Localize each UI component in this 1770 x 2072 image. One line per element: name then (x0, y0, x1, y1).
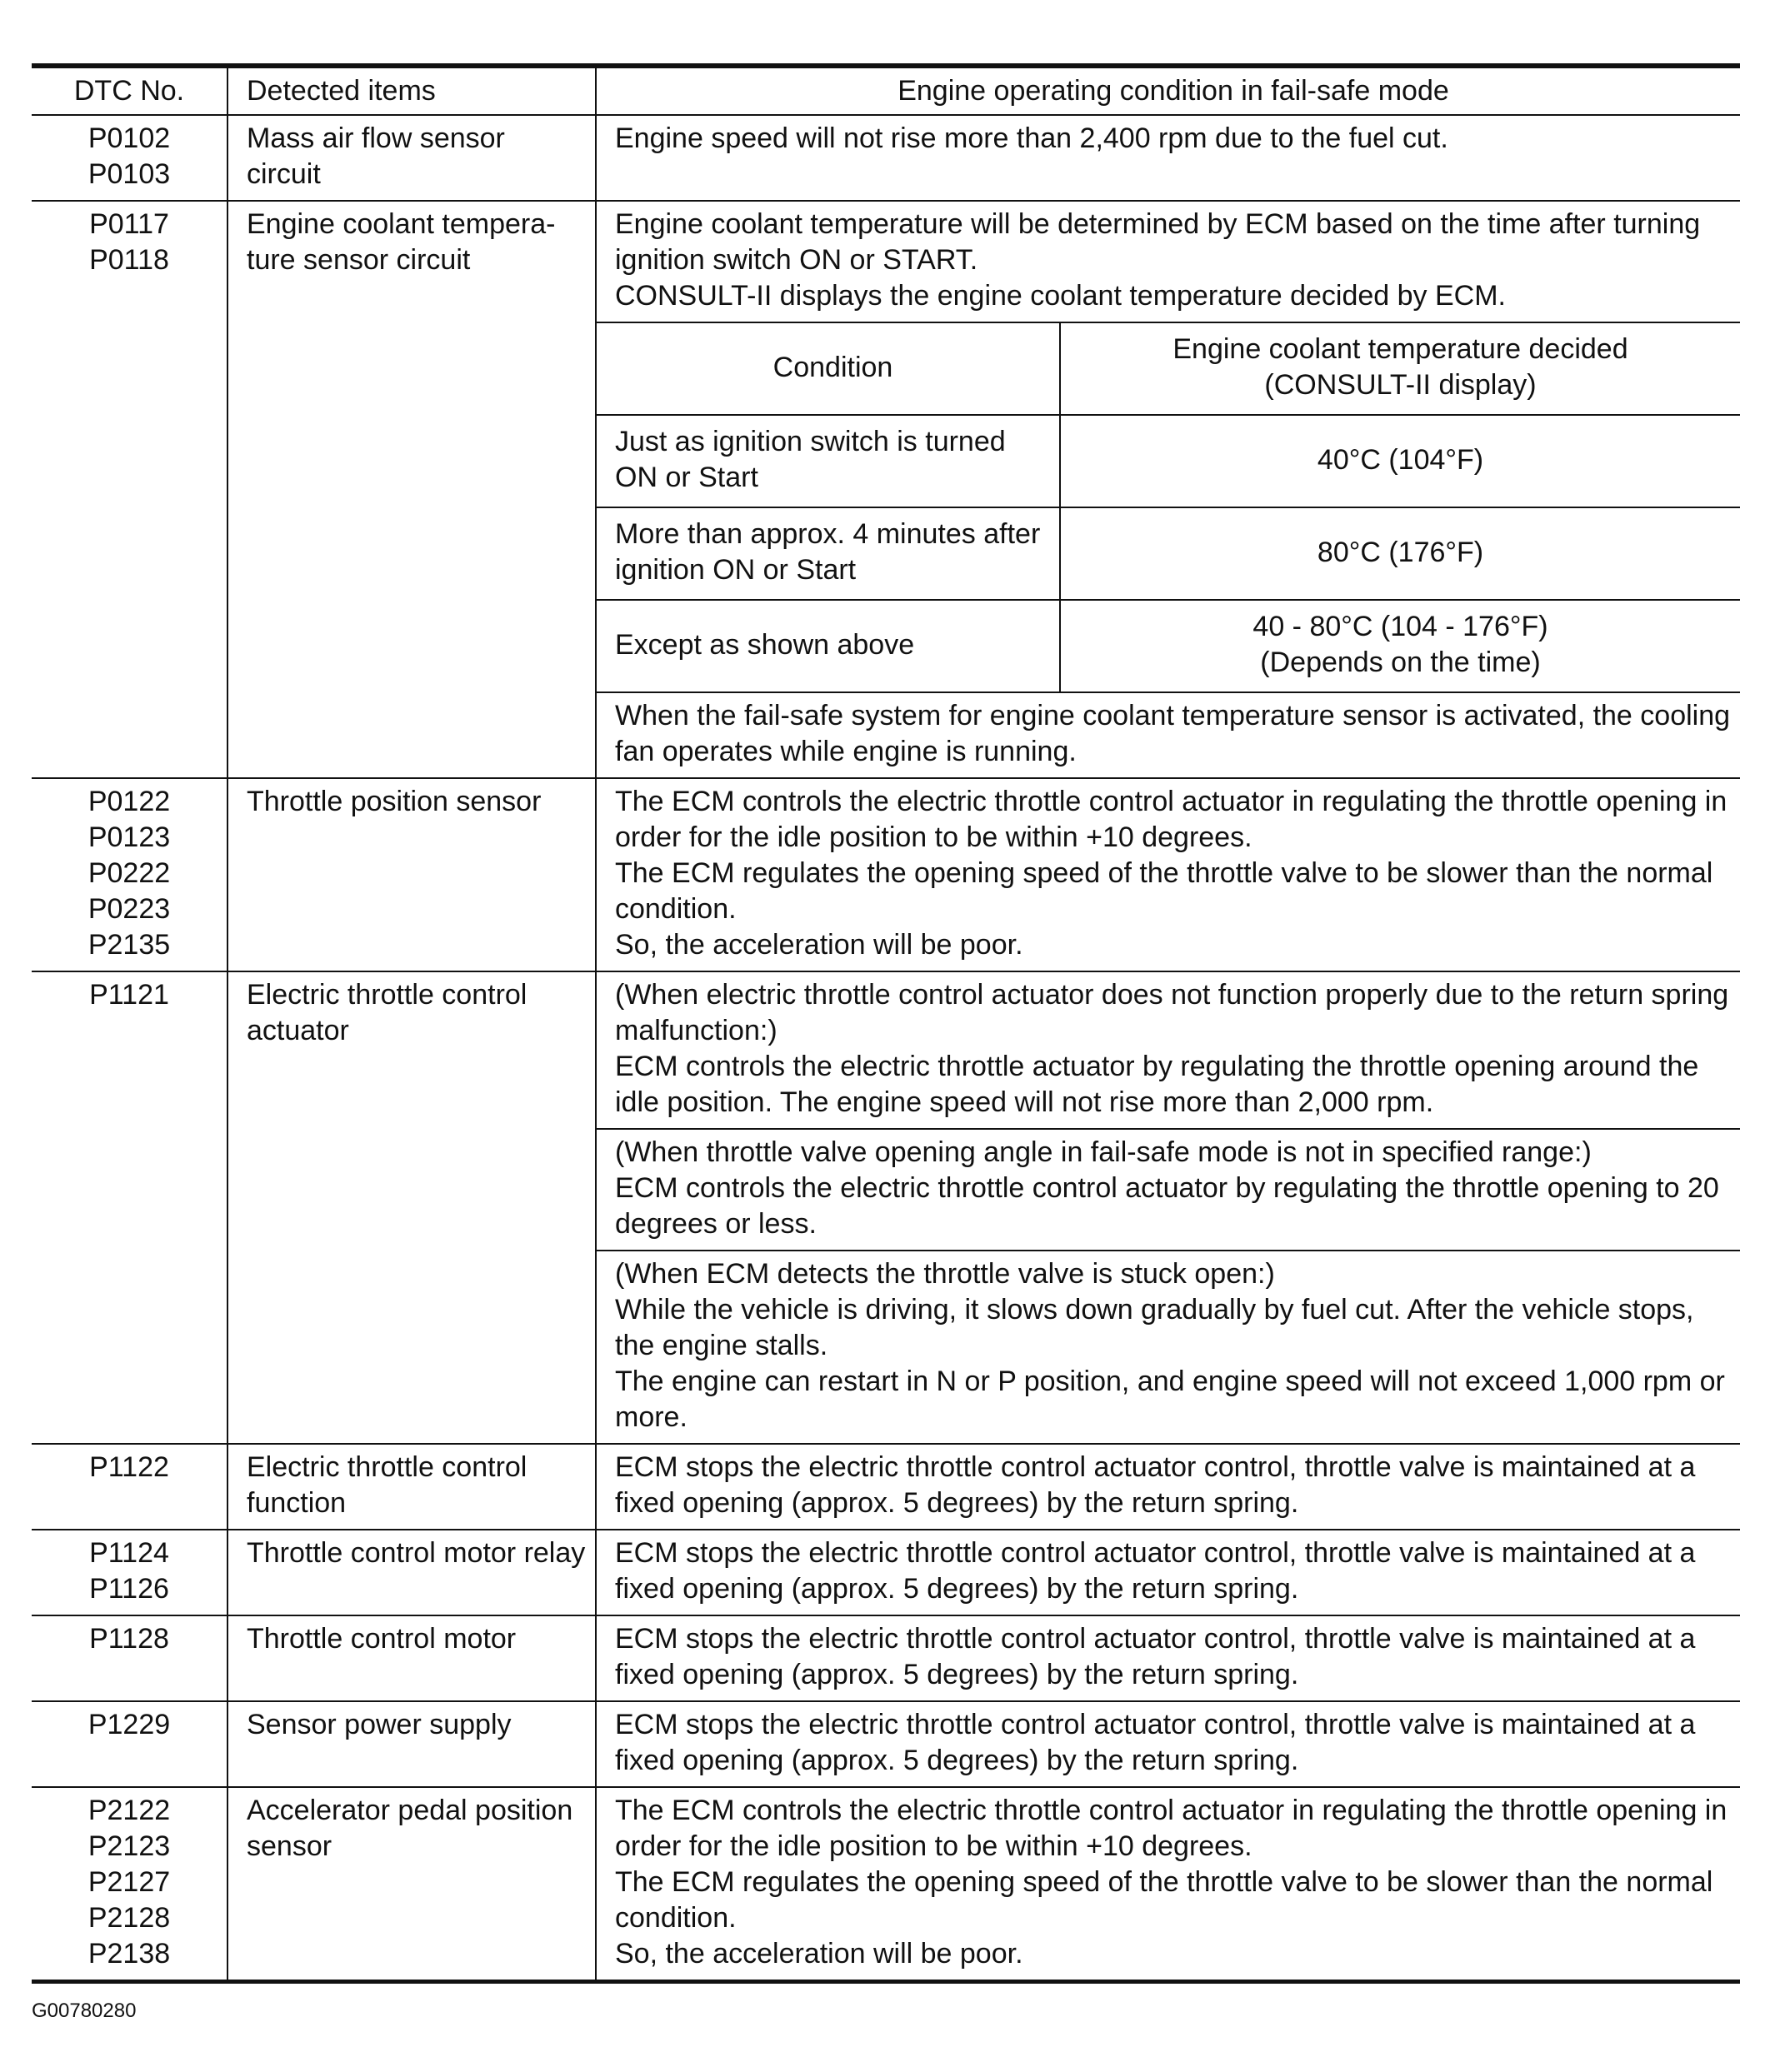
dtc-cell (32, 1701, 228, 1787)
subtable-temperature-cell (1060, 415, 1740, 507)
condition-cell (596, 971, 1740, 1444)
table-row (32, 1701, 1740, 1787)
detected-item-cell (228, 1530, 596, 1615)
header-dtc-no: DTC No. (32, 66, 228, 115)
condition-line: (When ECM detects the throttle valve is stuck open:) (615, 1258, 1275, 1290)
detected-item-line: Mass air flow sensor circuit (247, 122, 513, 190)
dtc-code-line: P1229 (88, 1709, 171, 1740)
condition-cell (596, 1701, 1740, 1787)
condition-line: ECM controls the electric throttle actuator by regulating the throttle opening around the (615, 1051, 1699, 1082)
table-row (32, 1787, 1740, 1982)
dtc-code-line: P2122 (88, 1795, 171, 1826)
condition-cell (596, 1615, 1740, 1701)
table-header-row (32, 66, 1740, 115)
condition-line: condition. (615, 893, 737, 925)
dtc-cell (32, 778, 228, 971)
dtc-cell (32, 115, 228, 201)
subtable-condition-line: Just as ignition switch is turned (615, 426, 1006, 457)
subtable-condition-line: Except as shown above (615, 628, 915, 661)
condition-line: The ECM controls the electric throttle control actuator in regulating the throttle opening in (615, 1795, 1728, 1826)
detected-item-line: actuator (247, 1015, 349, 1046)
detected-item-line: sensor (247, 1830, 332, 1862)
condition-cell (596, 201, 1740, 778)
detected-item-line: function (247, 1487, 347, 1519)
header-detected-items: Detected items (228, 66, 596, 115)
condition-line: Engine speed will not rise more than 2,400 rpm due to the fuel cut. (615, 122, 1448, 154)
detected-item-cell (228, 778, 596, 971)
detected-item-cell (228, 1787, 596, 1982)
dtc-cell (32, 201, 228, 778)
condition-cell (596, 1530, 1740, 1615)
subtable-row (597, 415, 1740, 507)
condition-line: idle position. The engine speed will not rise more than 2,000 rpm. (615, 1086, 1434, 1118)
table-row (32, 115, 1740, 201)
condition-line: The engine can restart in N or P position, and engine speed will not exceed 1,000 rpm or (615, 1366, 1725, 1397)
condition-cell (596, 1787, 1740, 1982)
subtable-header-line: (CONSULT-II display) (1264, 369, 1537, 401)
note-line: When the fail-safe system for engine coolant temperature sensor is activated, the cooling (615, 700, 1731, 731)
table-row (32, 1444, 1740, 1530)
subtable-temperature-line: (Depends on the time) (1260, 647, 1541, 678)
subtable-temperature-line: 40°C (104°F) (1317, 443, 1484, 476)
dtc-cell (32, 1787, 228, 1982)
condition-block (597, 1250, 1740, 1443)
condition-line: CONSULT-II displays the engine coolant temperature decided by ECM. (615, 280, 1507, 312)
subtable-condition-cell (597, 507, 1060, 600)
detected-item-cell (228, 201, 596, 778)
detected-item-line: Electric throttle control (247, 979, 528, 1011)
dtc-fail-safe-table-container (32, 63, 1740, 1984)
detected-item-line: Sensor power supply (247, 1709, 512, 1740)
dtc-code-line: P0223 (88, 893, 171, 925)
dtc-code-line: P0103 (88, 158, 171, 190)
condition-cell (596, 115, 1740, 201)
detected-item-cell (228, 1615, 596, 1701)
condition-line: The ECM controls the electric throttle control actuator in regulating the throttle opening in (615, 786, 1728, 817)
detected-item-line: Accelerator pedal position (247, 1795, 573, 1826)
dtc-code-line: P0122 (88, 786, 171, 817)
condition-cell (596, 1444, 1740, 1530)
condition-line: condition. (615, 1902, 737, 1934)
condition-line: The ECM regulates the opening speed of the throttle valve to be slower than the normal (615, 1866, 1713, 1898)
condition-text (597, 202, 1740, 322)
table-row (32, 778, 1740, 971)
subtable-temperature-cell (1060, 507, 1740, 600)
dtc-code-line: P2135 (88, 929, 171, 961)
subtable-condition-line: ON or Start (615, 462, 758, 493)
condition-line: fixed opening (approx. 5 degrees) by the return spring. (615, 1487, 1299, 1519)
subtable-condition-cell (597, 415, 1060, 507)
subtable-header-row (597, 322, 1740, 415)
detected-item-line: Throttle control motor relay (247, 1537, 586, 1569)
condition-line: Engine coolant temperature will be determined by ECM based on the time after turning (615, 208, 1701, 240)
subtable-condition-cell (597, 600, 1060, 691)
condition-line: order for the idle position to be within +10 degrees. (615, 821, 1252, 853)
table-row (32, 971, 1740, 1444)
dtc-cell (32, 1615, 228, 1701)
condition-line: degrees or less. (615, 1208, 817, 1240)
condition-line: fixed opening (approx. 5 degrees) by the return spring. (615, 1745, 1299, 1776)
dtc-code-line: P0123 (88, 821, 171, 853)
condition-line: ECM stops the electric throttle control actuator control, throttle valve is maintained at a (615, 1623, 1696, 1655)
detected-item-line: ture sensor circuit (247, 244, 471, 276)
detected-item-line: Engine coolant tempera- (247, 208, 556, 240)
subtable-row (597, 507, 1740, 600)
dtc-code-line: P0118 (89, 244, 169, 276)
condition-line: (When throttle valve opening angle in fail-safe mode is not in specified range:) (615, 1136, 1592, 1168)
dtc-code-line: P1122 (89, 1451, 169, 1483)
table-body (32, 115, 1740, 1982)
subtable-row (597, 600, 1740, 691)
dtc-code-line: P1124 (89, 1537, 169, 1569)
dtc-code-line: P2127 (88, 1866, 171, 1898)
condition-line: the engine stalls. (615, 1330, 828, 1361)
dtc-cell (32, 971, 228, 1444)
detected-item-cell (228, 971, 596, 1444)
coolant-temperature-subtable (597, 322, 1740, 691)
condition-line: The ECM regulates the opening speed of the throttle valve to be slower than the normal (615, 857, 1713, 889)
subtable-header-line: Engine coolant temperature decided (1172, 333, 1628, 365)
dtc-code-line: P1126 (89, 1573, 169, 1605)
subtable-header-temperature (1060, 322, 1740, 415)
detected-item-line: Throttle control motor (247, 1623, 517, 1655)
condition-line: more. (615, 1401, 688, 1433)
fail-safe-note (597, 691, 1740, 777)
table-row (32, 201, 1740, 778)
dtc-code-line: P0117 (89, 208, 169, 240)
header-engine-condition: Engine operating condition in fail-safe mode (596, 66, 1740, 115)
detected-item-cell (228, 1701, 596, 1787)
note-line: fan operates while engine is running. (615, 736, 1077, 767)
dtc-code-line: P2138 (88, 1938, 171, 1970)
subtable-condition-line: ignition ON or Start (615, 554, 857, 586)
dtc-code-line: P2128 (88, 1902, 171, 1934)
condition-cell (596, 778, 1740, 971)
condition-line: While the vehicle is driving, it slows down gradually by fuel cut. After the vehicle stops, (615, 1294, 1694, 1326)
subtable-temperature-line: 80°C (176°F) (1317, 536, 1484, 568)
table-row (32, 1530, 1740, 1615)
subtable-header-line: Condition (772, 351, 893, 383)
detected-item-cell (228, 1444, 596, 1530)
detected-item-line: Electric throttle control (247, 1451, 528, 1483)
dtc-code-line: P1121 (89, 979, 169, 1011)
figure-id: G00780280 (32, 2000, 137, 2022)
condition-line: fixed opening (approx. 5 degrees) by the return spring. (615, 1573, 1299, 1605)
detected-item-line: Throttle position sensor (247, 786, 542, 817)
condition-line: ECM stops the electric throttle control actuator control, throttle valve is maintained at a (615, 1709, 1696, 1740)
condition-line: ignition switch ON or START. (615, 244, 978, 276)
dtc-fail-safe-table (32, 63, 1740, 1984)
condition-line: (When electric throttle control actuator does not function properly due to the return spring (615, 979, 1729, 1011)
subtable-condition-line: More than approx. 4 minutes after (615, 518, 1041, 550)
dtc-cell (32, 1444, 228, 1530)
condition-block (597, 1128, 1740, 1250)
condition-line: fixed opening (approx. 5 degrees) by the return spring. (615, 1659, 1299, 1690)
subtable-temperature-line: 40 - 80°C (104 - 176°F) (1252, 611, 1548, 642)
condition-line: ECM stops the electric throttle control actuator control, throttle valve is maintained at a (615, 1537, 1696, 1569)
detected-item-cell (228, 115, 596, 201)
condition-line: So, the acceleration will be poor. (615, 929, 1023, 961)
condition-line: ECM controls the electric throttle control actuator by regulating the throttle opening to 20 (615, 1172, 1719, 1204)
dtc-code-line: P0222 (88, 857, 171, 889)
dtc-cell (32, 1530, 228, 1615)
condition-line: So, the acceleration will be poor. (615, 1938, 1023, 1970)
dtc-code-line: P0102 (88, 122, 171, 154)
subtable-header-condition (597, 322, 1060, 415)
condition-line: order for the idle position to be within +10 degrees. (615, 1830, 1252, 1862)
subtable-temperature-cell (1060, 600, 1740, 691)
condition-line: malfunction:) (615, 1015, 778, 1046)
condition-block (597, 972, 1740, 1128)
dtc-code-line: P1128 (89, 1623, 169, 1655)
table-row (32, 1615, 1740, 1701)
dtc-code-line: P2123 (88, 1830, 171, 1862)
condition-line: ECM stops the electric throttle control actuator control, throttle valve is maintained at a (615, 1451, 1696, 1483)
